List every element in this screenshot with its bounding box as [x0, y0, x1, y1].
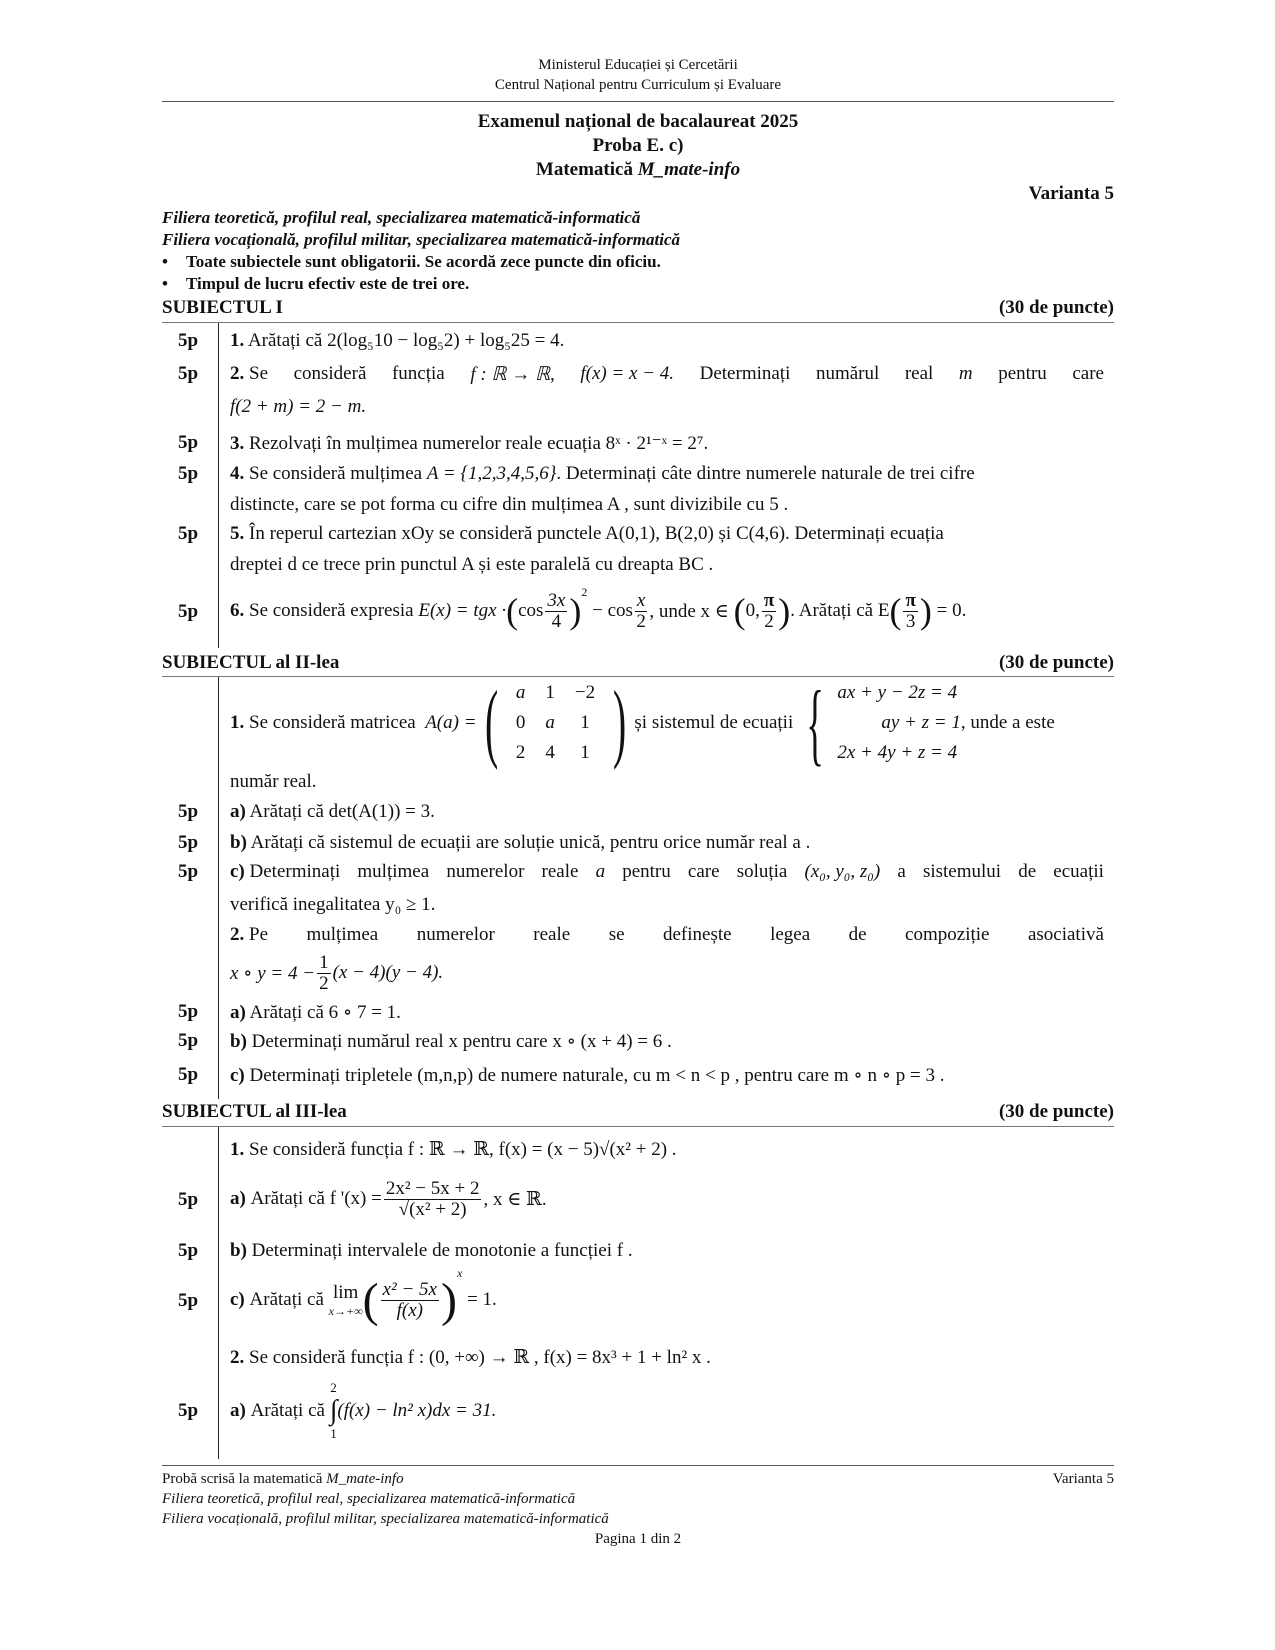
question-3-1-a: [230, 1168, 547, 1230]
section-divider: [162, 322, 1114, 323]
question-text: În reperul cartezian xOy se consideră punctele A(0,1), B(2,0) și C(4,6). Determinați ecuația: [249, 523, 944, 544]
exponent: 2: [581, 585, 588, 599]
fraction: [903, 591, 917, 632]
question-1-4-line2: distincte, care se pot forma cu cifre din mulțimea A , sunt divizibile cu 5 .: [230, 494, 789, 515]
lim-label: lim: [332, 1281, 359, 1303]
header-divider: [162, 101, 1114, 102]
subquestion-label: c): [230, 861, 245, 882]
problem-3-1: [230, 1138, 677, 1161]
paren-right: ): [919, 591, 932, 631]
word: numărul: [815, 363, 880, 384]
footer-text: Probă scrisă la matematică: [162, 1471, 327, 1487]
matrix-row: [506, 678, 605, 708]
question-number: 2.: [230, 363, 245, 384]
question-2-1-a: [230, 801, 435, 823]
points-badge: 5p: [178, 330, 199, 351]
composition-law: [230, 950, 443, 996]
math-expression: E(x) = tgx ·: [418, 600, 507, 621]
question-1-1: [230, 330, 564, 352]
footer-filiera-1: Filiera teoretică, profilul real, specializarea matematică-informatică: [162, 1491, 576, 1507]
points-badge: 5p: [178, 463, 199, 484]
question-text: Arătați că sistemul de ecuații are soluție unică, pentru orice număr real a .: [250, 832, 811, 853]
math-expression: (x − 4)(y − 4).: [332, 962, 444, 983]
denominator: √(x² + 2): [398, 1198, 467, 1220]
fraction: [545, 591, 567, 632]
system-rows: [837, 678, 1054, 768]
points-badge: 5p: [178, 601, 199, 622]
word: reale: [533, 924, 571, 945]
footer-filiera-2: Filiera vocațională, profilul militar, specializarea matematică-informatică: [162, 1511, 609, 1527]
problem-2-1-line2: număr real.: [230, 771, 317, 792]
subquestion-label: a): [230, 801, 246, 822]
filiera-vocationala: Filiera vocațională, profilul militar, specializarea matematică-informatică: [162, 230, 681, 249]
word: legea: [770, 924, 811, 945]
math-expression: 2(log₅10 − log₅2) + log₅25 = 4: [327, 330, 560, 351]
paren-right: ): [778, 591, 791, 631]
question-2-1-b: [230, 832, 810, 854]
denominator: 3: [905, 610, 916, 632]
numerator: 3x: [547, 589, 566, 611]
paren-right: ): [569, 591, 582, 631]
subquestion-label: c): [230, 1289, 245, 1310]
integral: [330, 1379, 338, 1443]
points-badge: 5p: [178, 1290, 199, 1311]
question-text: Se consideră mulțimea: [249, 463, 423, 484]
question-number: 1.: [230, 712, 245, 733]
footer-proba: [162, 1469, 404, 1489]
question-1-6: [230, 583, 966, 639]
instruction-bullet: [162, 274, 469, 294]
paren-right: ): [613, 674, 627, 771]
page-number: Pagina 1 din 2: [594, 1531, 682, 1547]
word: mulțimea: [306, 924, 379, 945]
math-expression: A = {1,2,3,4,5,6}: [426, 463, 557, 484]
question-text: Arătați că 6 ∘ 7 = 1.: [249, 1002, 401, 1023]
word: asociativă: [1027, 924, 1104, 945]
punct: .: [703, 433, 709, 454]
question-number: 4.: [230, 463, 245, 484]
math-var: a: [595, 861, 606, 882]
word: reale: [541, 861, 579, 882]
punct: .: [559, 330, 565, 351]
word: funcția: [391, 363, 445, 384]
question-text: . Determinați câte dintre numerele naturale de trei cifre: [556, 463, 975, 484]
word: se: [608, 924, 625, 945]
points-badge: 5p: [178, 861, 199, 882]
matrix-table: [506, 678, 605, 768]
exam-title: Examenul național de bacalaureat 2025: [477, 111, 799, 132]
word: de: [848, 924, 867, 945]
question-text: și sistemul de ecuații: [634, 712, 794, 733]
question-2-2-b: [230, 1030, 672, 1053]
matrix-cell: 1: [545, 682, 555, 703]
word: pentru: [622, 861, 671, 882]
matrix-cell: 0: [515, 712, 526, 733]
variant-label: Varianta 5: [1028, 183, 1114, 204]
question-text: , unde a este: [960, 712, 1055, 733]
points-badge: 5p: [178, 801, 199, 822]
question-text: Se consideră matricea: [249, 712, 416, 733]
limit: [329, 1282, 363, 1319]
integral-sign-icon: ∫: [329, 1395, 338, 1426]
word: Pe: [249, 924, 268, 945]
paren-left: (: [889, 591, 902, 631]
question-text: Arătați că: [249, 1289, 324, 1310]
problem-2-2: [230, 924, 1104, 946]
math-expression: 8ˣ · 2¹⁻ˣ = 2⁷: [605, 433, 704, 454]
question-text: Arătați că det(A(1)) = 3.: [249, 801, 435, 822]
section-title-1: SUBIECTUL I: [162, 297, 283, 318]
word: consideră: [293, 363, 367, 384]
footer-divider: [162, 1465, 1114, 1466]
word: de: [1018, 861, 1037, 882]
equation-row: [837, 708, 1054, 738]
numerator: x: [636, 589, 646, 611]
paren-left: (: [506, 591, 519, 631]
points-badge: 5p: [178, 832, 199, 853]
subquestion-label: a): [230, 1400, 246, 1421]
word: real: [904, 363, 934, 384]
subquestion-label: b): [230, 1240, 247, 1261]
subquestion-label: a): [230, 1002, 246, 1023]
math-expression: (x₀, y₀, z₀): [804, 861, 881, 882]
matrix: [477, 674, 635, 771]
question-number: 5.: [230, 523, 245, 544]
question-1-5-line2: dreptei d ce trece prin punctul A și este paralelă cu dreapta BC .: [230, 554, 714, 575]
numerator: π: [905, 589, 916, 611]
word: Determinați: [699, 363, 791, 384]
math-func: cos: [518, 600, 544, 621]
question-2-2-c: [230, 1064, 944, 1087]
numerator: 1: [319, 951, 329, 973]
denominator: 4: [551, 610, 562, 632]
subquestion-label: a): [230, 1188, 246, 1209]
instruction-bullet: [162, 252, 661, 272]
question-text: Se consideră funcția f : (0, +∞) → ℝ , f(x) = 8x³ + 1 + ln² x .: [249, 1347, 711, 1368]
word: compoziție: [905, 924, 990, 945]
matrix-cell: 2: [515, 742, 526, 763]
brace-icon: {: [806, 672, 825, 774]
word: care: [687, 861, 720, 882]
word: numerelor: [416, 924, 495, 945]
ministry-name: Ministerul Educației și Cercetării: [538, 57, 738, 73]
matrix-cell: a: [545, 712, 555, 733]
points-badge: 5p: [178, 432, 199, 453]
math-func: − cos: [592, 600, 633, 621]
section-points-2: (30 de puncte): [998, 652, 1114, 673]
subquestion-label: c): [230, 1065, 245, 1086]
equation: ay + z = 1: [881, 712, 961, 733]
section-title-2: SUBIECTUL al II-lea: [162, 652, 340, 673]
matrix-row: [506, 738, 605, 768]
question-3-1-c: [230, 1266, 497, 1334]
question-text: Arătați că: [250, 1400, 325, 1421]
subject-title: [162, 158, 1114, 182]
denominator: 2: [636, 610, 646, 632]
subject-italic: M_mate-info: [637, 159, 741, 180]
upper-limit: 2: [330, 1380, 337, 1395]
center-name: Centrul Național pentru Curriculum și Evaluare: [494, 77, 782, 93]
paren-left: (: [484, 674, 498, 771]
matrix-cell: a: [515, 682, 526, 703]
equation: 2x + 4y + z = 4: [837, 742, 958, 763]
question-3-2-a: [230, 1378, 496, 1444]
question-text: Arătați că f '(x) =: [250, 1188, 382, 1209]
numerator: 2x² − 5x + 2: [385, 1177, 480, 1199]
question-1-5: [230, 523, 944, 545]
question-1-2-line2: f(2 + m) = 2 − m.: [230, 396, 367, 417]
equation: ax + y − 2z = 4: [837, 682, 958, 703]
fraction: [635, 591, 647, 632]
matrix-name: A(a) =: [425, 712, 477, 733]
question-text: , unde x ∈: [649, 600, 729, 622]
subquestion-label: b): [230, 1031, 247, 1052]
word: Determinați: [249, 861, 341, 882]
instruction-text: Toate subiectele sunt obligatorii. Se acordă zece puncte din oficiu.: [185, 252, 661, 271]
question-2-2-a: [230, 1001, 401, 1024]
matrix-cell: 4: [545, 742, 555, 763]
margin-rule: [218, 323, 219, 648]
instruction-text: Timpul de lucru efectiv este de trei ore.: [185, 274, 470, 293]
question-text: Rezolvați în mulțimea numerelor reale ecuația: [249, 433, 601, 454]
points-badge: 5p: [178, 363, 199, 384]
math-expression: (f(x) − ln² x)dx = 31.: [337, 1400, 497, 1421]
fraction: [384, 1179, 482, 1220]
subquestion-label: b): [230, 832, 247, 853]
question-1-3: [230, 432, 708, 455]
paren-left: (: [362, 1273, 379, 1327]
points-badge: 5p: [178, 1030, 199, 1051]
lower-limit: 1: [330, 1426, 337, 1441]
question-number: 3.: [230, 433, 245, 454]
math-var: m: [958, 363, 973, 384]
paren-left: (: [733, 591, 746, 631]
question-text: Se consideră expresia: [249, 600, 414, 621]
subject-plain: Matematică: [535, 159, 638, 180]
section-title-3: SUBIECTUL al III-lea: [162, 1101, 347, 1122]
math-expression: = 0.: [936, 600, 967, 621]
denominator: 2: [319, 972, 329, 994]
bullet-icon: •: [162, 274, 168, 293]
points-badge: 5p: [178, 1001, 199, 1022]
points-badge: 5p: [178, 1064, 199, 1085]
proba-title: Proba E. c): [592, 135, 684, 156]
fraction: [317, 953, 331, 994]
math-expression: f : ℝ → ℝ,: [470, 364, 555, 385]
word: pentru: [998, 363, 1047, 384]
question-2-1-c-line2: verifică inegalitatea y₀ ≥ 1.: [230, 894, 436, 915]
math-expression: , x ∈ ℝ.: [483, 1188, 547, 1210]
matrix-cell: 1: [580, 712, 590, 733]
section-divider: [162, 1126, 1114, 1127]
word: ecuații: [1053, 861, 1104, 882]
matrix-row: [506, 708, 605, 738]
footer-variant: Varianta 5: [1052, 1471, 1114, 1487]
margin-rule: [218, 677, 219, 1099]
problem-3-2: [230, 1346, 711, 1369]
question-3-1-b: [230, 1240, 633, 1262]
matrix-cell: 1: [580, 742, 590, 763]
section-points-3: (30 de puncte): [998, 1101, 1114, 1122]
math-expression: x ∘ y = 4 −: [230, 962, 316, 984]
denominator: f(x): [396, 1299, 423, 1321]
points-badge: 5p: [178, 1400, 199, 1421]
question-text: Determinați numărul real x pentru care x ∘ (x + 4) = 6 .: [251, 1031, 672, 1052]
paren-right: ): [441, 1273, 457, 1327]
margin-rule: [218, 1127, 219, 1459]
word: Se: [249, 363, 268, 384]
bullet-icon: •: [162, 252, 168, 271]
points-badge: 5p: [178, 1240, 199, 1261]
word: care: [1072, 363, 1104, 384]
points-badge: 5p: [178, 1189, 199, 1210]
question-1-4: [230, 463, 975, 485]
problem-2-1: [230, 672, 1055, 774]
equation-system: [793, 672, 1055, 774]
points-badge: 5p: [178, 523, 199, 544]
fraction: [381, 1280, 439, 1321]
numerator: x² − 5x: [382, 1278, 437, 1300]
question-number: 1.: [230, 1139, 245, 1160]
matrix-cell: −2: [574, 682, 596, 703]
question-text: . Arătați că E: [790, 600, 890, 621]
filiera-teoretica: Filiera teoretică, profilul real, specializarea matematică-informatică: [162, 208, 641, 227]
footer-italic: M_mate-info: [326, 1471, 404, 1487]
section-points-1: (30 de puncte): [998, 297, 1114, 318]
question-1-2: [230, 363, 1104, 386]
lim-subscript: x→+∞: [328, 1303, 363, 1318]
exponent: x: [456, 1266, 463, 1280]
fraction: [762, 591, 776, 632]
word: definește: [663, 924, 732, 945]
question-number: 1.: [230, 330, 245, 351]
denominator: 2: [764, 610, 774, 632]
math-expression: f(x) = x − 4.: [580, 363, 675, 384]
word: mulțimea: [357, 861, 430, 882]
question-text: Determinați tripletele (m,n,p) de numere naturale, cu m < n < p , pentru care m ∘ n ∘ p = 3 .: [249, 1065, 945, 1086]
math-expression: 0,: [745, 600, 760, 621]
question-number: 6.: [230, 600, 245, 621]
question-number: 2.: [230, 1347, 245, 1368]
question-text: Determinați intervalele de monotonie a funcției f .: [251, 1240, 633, 1261]
word: numerelor: [446, 861, 525, 882]
question-text: Se consideră funcția f : ℝ → ℝ, f(x) = (x − 5)√(x² + 2) .: [249, 1139, 677, 1160]
word: a: [897, 861, 906, 882]
math-expression: = 1.: [467, 1289, 497, 1310]
question-text: Arătați că: [247, 330, 323, 351]
question-2-1-c: [230, 861, 1104, 883]
numerator: π: [763, 589, 775, 611]
word: sistemului: [922, 861, 1002, 882]
word: soluția: [736, 861, 788, 882]
question-number: 2.: [230, 924, 245, 945]
